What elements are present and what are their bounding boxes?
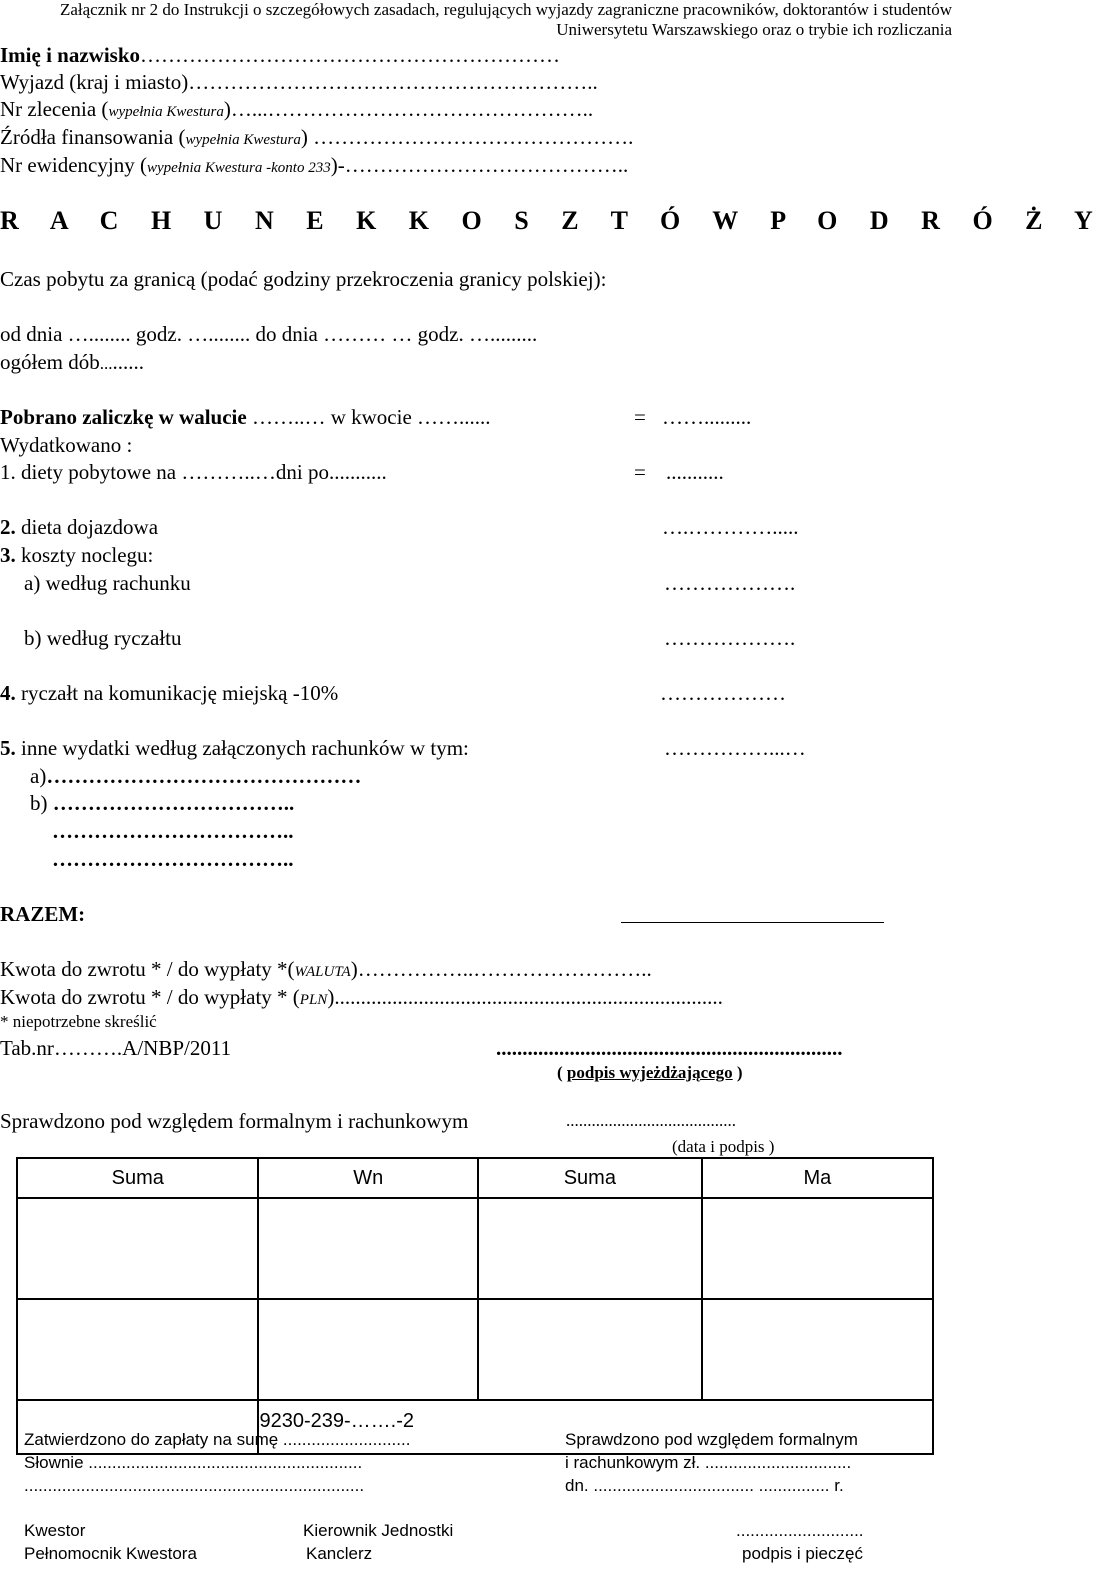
item-1-result: ........... [666, 460, 724, 484]
item-1 [0, 459, 387, 485]
item-1-dots: ………..…dni po [181, 460, 329, 484]
accounts-header-row [17, 1158, 933, 1198]
signature-caption [557, 1063, 743, 1083]
kierownik-block [303, 1519, 453, 1565]
strike-note: * niepotrzebne skreślić [0, 1012, 157, 1031]
header-line-1: Załącznik nr 2 do Instrukcji o szczegółowych zasadach, regulujących wyjazdy zagraniczne pracowników, doktorantów i studentów [59, 0, 952, 19]
stay-days: ogółem dób......... [0, 350, 144, 374]
name-label: Imię i nazwisko [0, 43, 141, 67]
table-cell[interactable] [702, 1198, 933, 1299]
funding-close: ) [300, 125, 308, 149]
item-2 [0, 514, 158, 540]
header-ma: Ma [702, 1158, 933, 1198]
item-3a-label: a) według rachunku [24, 571, 191, 595]
item-3-num: 3. [0, 543, 16, 567]
refund-l1-label: Kwota do zwrotu * / do wypłaty *( [0, 957, 295, 981]
checked-line-1: Sprawdzono pod względem formalnym [565, 1430, 858, 1449]
signature-label: podpis wyjeżdżającego [566, 1063, 733, 1082]
advance-eq: = [634, 405, 646, 429]
header-suma-wn: Suma [17, 1158, 258, 1198]
item-3a-value: ………………. [664, 571, 796, 595]
item-5d-dots: …………………………….. [52, 847, 294, 871]
advance-tail: ……...... [417, 405, 491, 429]
stay-days-label: ogółem dób [0, 350, 100, 374]
kwestor-block [24, 1519, 197, 1565]
refund-l2-dots: .......................................................................... [334, 985, 723, 1009]
item-4-label: ryczałt na komunikację miejską -10% [15, 681, 339, 705]
approved-line-2: Słownie .......................................................... [24, 1453, 363, 1472]
table-cell[interactable] [478, 1198, 702, 1299]
refund-l1-dots: ……………..…………………….. [357, 957, 652, 981]
refund-currency [0, 956, 652, 985]
approved-block [24, 1428, 410, 1497]
checked-line-3: dn. .................................. ............... r. [565, 1476, 844, 1495]
kierownik-label: Kierownik Jednostki [303, 1521, 454, 1540]
signature-close: ) [732, 1063, 743, 1082]
table-row [17, 1198, 933, 1299]
check-dots: ........................................ [566, 1111, 736, 1130]
item-4-num: 4. [0, 681, 16, 705]
name-field [0, 42, 560, 68]
order-close: ) [223, 97, 231, 121]
item-5b-dots: …………………………….. [52, 791, 295, 815]
signature-dots: .................................................................. [496, 1036, 843, 1060]
total-line [621, 922, 884, 923]
order-label: Nr zlecenia ( [0, 97, 109, 121]
total-label: RAZEM: [0, 902, 86, 926]
item-4-value: ……………… [660, 681, 786, 705]
table-cell[interactable] [17, 1299, 258, 1400]
kanclerz-label: Kanclerz [306, 1544, 373, 1563]
check-caption: (data i podpis ) [672, 1137, 775, 1156]
refund-pln [0, 984, 723, 1013]
seal-label: podpis i pieczęć [742, 1544, 863, 1563]
header-wn: Wn [258, 1158, 477, 1198]
refund-l2-close: ) [327, 985, 335, 1009]
stay-label: Czas pobytu za granicą (podać godziny przekroczenia granicy polskiej): [0, 267, 607, 291]
item-1-label: diety pobytowe na [15, 460, 182, 484]
approved-line-1: Zatwierdzono do zapłaty na sumę ........................... [24, 1430, 411, 1449]
seal-dots: ........................... [736, 1521, 864, 1540]
funding-note: wypełnia Kwestura [185, 132, 301, 148]
funding-label: Źródła finansowania ( [0, 125, 186, 149]
refund-l1-currency: WALUTA [294, 964, 351, 980]
reg-note: wypełnia Kwestura -konto 233 [146, 160, 331, 176]
table-cell[interactable] [478, 1299, 702, 1400]
reg-field [0, 152, 628, 181]
item-4 [0, 680, 338, 706]
funding-field [0, 124, 633, 153]
document-title: R A C H U N E K K O S Z T Ó W P O D R Ó Ż Y [0, 206, 1099, 235]
stay-dates: od dnia …........ godz. …........ do dnia ……… … godz. …......... [0, 322, 538, 346]
order-dots: …...……………………………………….. [230, 97, 594, 121]
spent-label: Wydatkowano : [0, 433, 133, 457]
refund-l2-currency: PLN [299, 992, 328, 1008]
reg-close: )- [330, 153, 345, 177]
advance-label: Pobrano zaliczkę w walucie [0, 405, 247, 429]
refund-l1-close: ) [350, 957, 358, 981]
header-line-2: Uniwersytetu Warszawskiego oraz o trybie ich rozliczania [556, 20, 952, 39]
funding-dots: ………………………………………. [307, 125, 634, 149]
item-5b [30, 790, 294, 816]
seal-block [736, 1519, 864, 1565]
table-cell[interactable] [258, 1198, 477, 1299]
item-2-num: 2. [0, 515, 16, 539]
item-1-num: 1. [0, 460, 16, 484]
item-5-value: ……………...… [664, 736, 806, 760]
advance-mid: ……..… w kwocie [246, 405, 418, 429]
item-1-tail: ........... [328, 460, 387, 484]
advance-result: ……......... [662, 405, 752, 429]
table-cell[interactable] [702, 1299, 933, 1400]
advance-row [0, 404, 491, 430]
trip-field [0, 69, 598, 95]
item-2-value: ….…………..... [662, 515, 799, 539]
checked-line-2: i rachunkowym zł. ............................... [565, 1453, 852, 1472]
refund-l2-label: Kwota do zwrotu * / do wypłaty * ( [0, 985, 300, 1009]
item-3b-label: b) według ryczałtu [24, 626, 182, 650]
item-5-label: inne wydatki według załączonych rachunków w tym: [15, 736, 469, 760]
item-5b-label: b) [30, 791, 53, 815]
trip-label: Wyjazd (kraj i miasto) [0, 70, 189, 94]
item-3-label: koszty noclegu: [15, 543, 154, 567]
order-field [0, 96, 593, 125]
kwestor-label: Kwestor [24, 1521, 86, 1540]
table-cell[interactable] [258, 1299, 477, 1400]
table-cell[interactable] [17, 1198, 258, 1299]
item-2-label: dieta dojazdowa [15, 515, 159, 539]
item-3 [0, 542, 153, 568]
accounts-table [16, 1157, 934, 1455]
item-5c-dots: …………………………….. [52, 819, 294, 843]
header-suma-ma: Suma [478, 1158, 702, 1198]
item-5a-label: a) [30, 764, 47, 788]
name-dots: …………………………………………………… [140, 43, 561, 67]
order-note: wypełnia Kwestura [108, 104, 224, 120]
account-code-text: 9230-239-…….-2 [259, 1409, 415, 1432]
checked-block [565, 1428, 858, 1497]
check-label: Sprawdzono pod względem formalnym i rachunkowym [0, 1109, 469, 1133]
reg-label: Nr ewidencyjny ( [0, 153, 147, 177]
item-5a-dots: ……………………………………… [46, 764, 362, 788]
signature-open: ( [557, 1063, 567, 1082]
kwestor-plenipotentiary-label: Pełnomocnik Kwestora [24, 1544, 197, 1563]
approved-line-3: ........................................................................ [24, 1476, 365, 1495]
tab-number: Tab.nr……….A/NBP/2011 [0, 1036, 232, 1060]
item-5 [0, 735, 469, 761]
trip-dots: ………………………………………………….. [188, 70, 598, 94]
item-5a [30, 763, 361, 789]
reg-dots: ………………………………….. [344, 153, 629, 177]
item-3b-value: ………………. [664, 626, 796, 650]
item-5-num: 5. [0, 736, 16, 760]
item-1-eq: = [634, 460, 646, 484]
table-row [17, 1299, 933, 1400]
